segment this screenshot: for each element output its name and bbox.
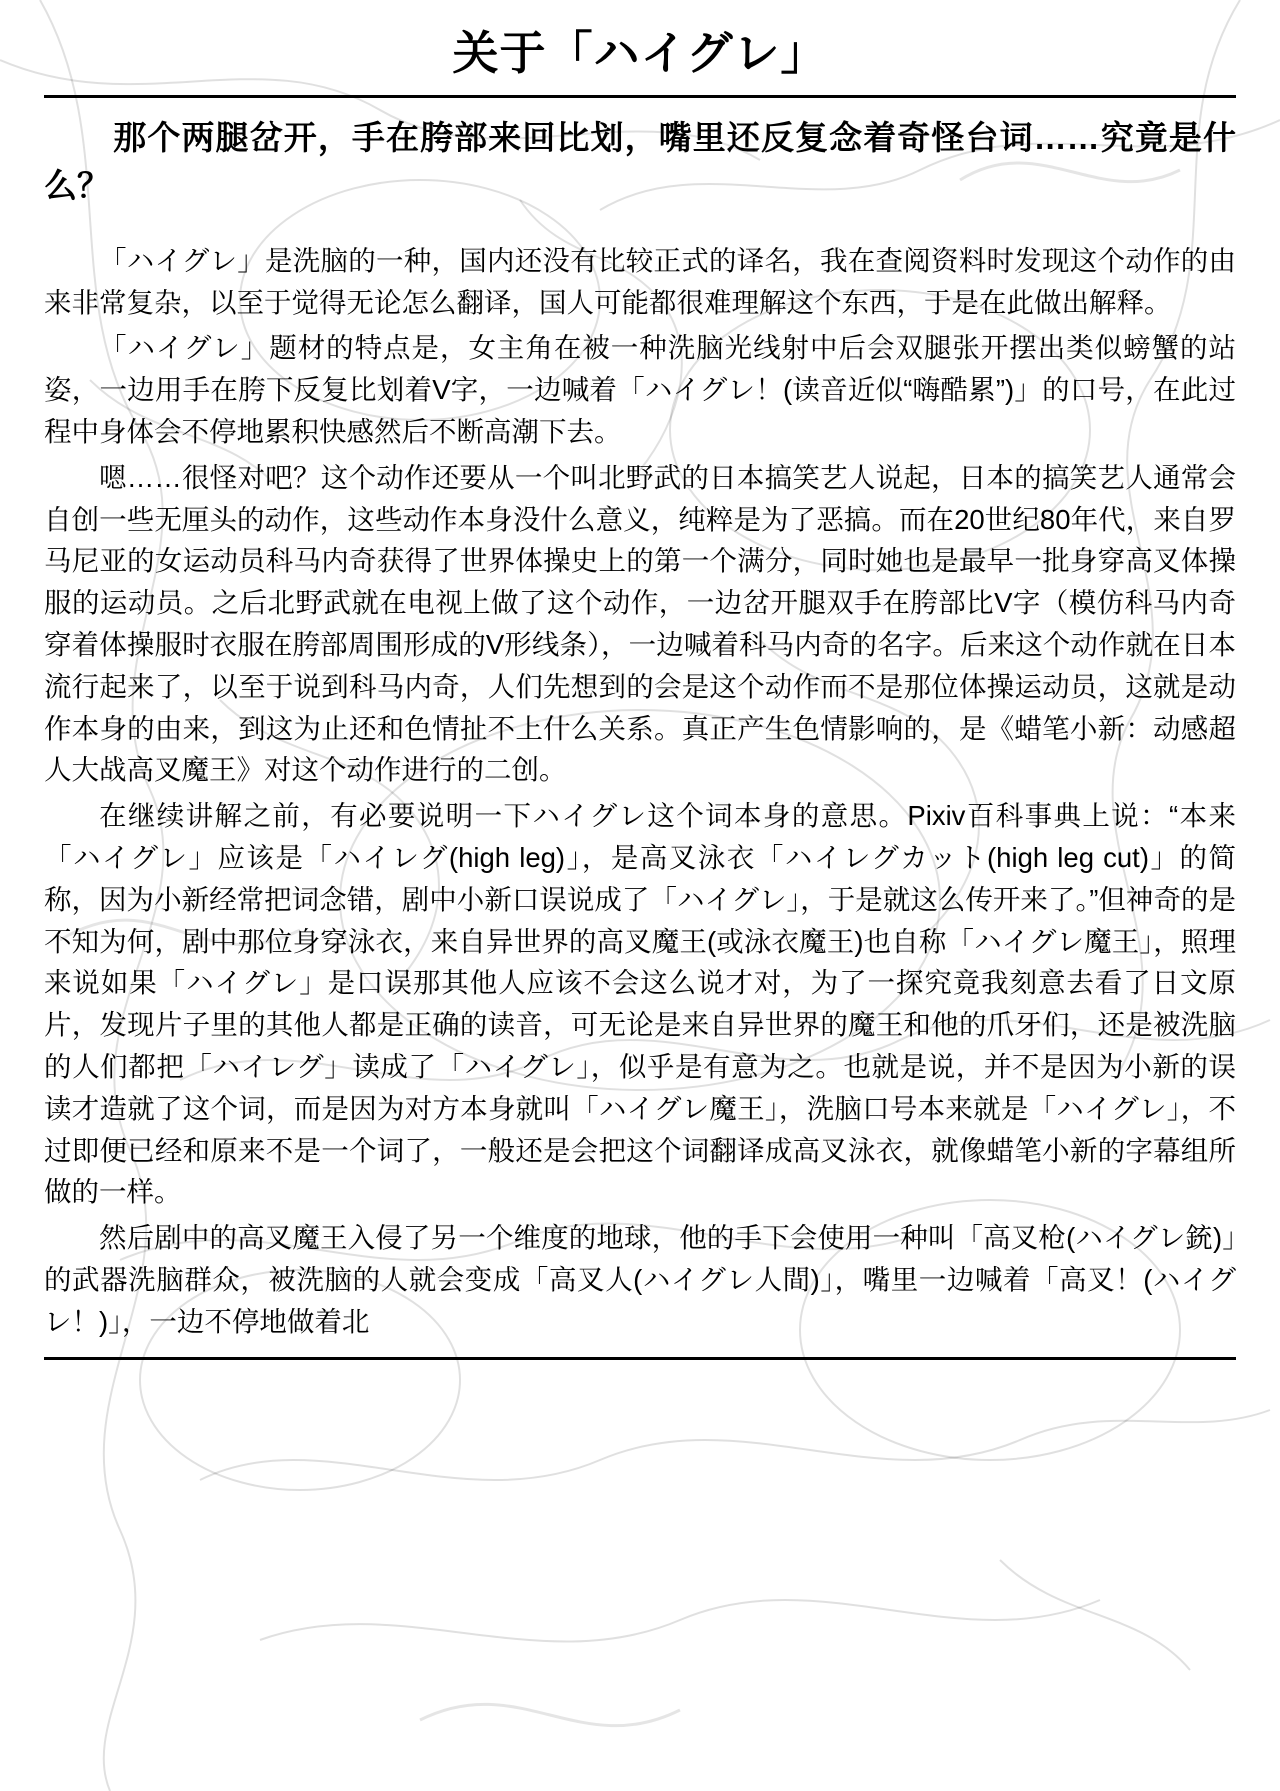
article-body: [44, 240, 1236, 1343]
footer-divider: [44, 1357, 1236, 1360]
page-subtitle: 那个两腿岔开，手在胯部来回比划，嘴里还反复念着奇怪台词……究竟是什么？: [44, 119, 1236, 205]
paragraph: 「ハイグレ」是洗脑的一种，国内还没有比较正式的译名，我在查阅资料时发现这个动作的由来非常复杂，以至于觉得无论怎么翻译，国人可能都很难理解这个东西，于是在此做出解释。: [44, 244, 1236, 318]
paragraph: 嗯……很怪对吧？这个动作还要从一个叫北野武的日本搞笑艺人说起，日本的搞笑艺人通常会自创一些无厘头的动作，这些动作本身没什么意义，纯粹是为了恶搞。而在20世纪80年代，来自罗马尼亚的女运动员科马内奇获得了世界体操史上的第一个满分，同时她也是最早一批身穿高叉体操服的运动员。之后北野武就在电视上做了这个动作，一边岔开腿双手在胯部比V字（模仿科马内奇穿着体操服时衣服在胯部周围形成的V形线条），一边喊着科马内奇的名字。后来这个动作就在日本流行起来了，以至于说到科马内奇，人们先想到的会是这个动作而不是那位体操运动员，这就是动作本身的由来，到这为止还和色情扯不上什么关系。真正产生色情影响的，是《蜡笔小新：动感超人大战高叉魔王》对这个动作进行的二创。: [44, 461, 1236, 786]
title-divider: [44, 95, 1236, 98]
paragraph: 在继续讲解之前，有必要说明一下ハイグレ这个词本身的意思。Pixiv百科事典上说：“本来「ハイグレ」应该是「ハイレグ(high leg)」，是高叉泳衣「ハイレグカット(high leg cut)」的简称，因为小新经常把词念错，剧中小新口误说成了「ハイグレ」，于是就这么传开来了。”但神奇的是不知为何，剧中那位身穿泳衣，来自异世界的高叉魔王(或泳衣魔王)也自称「ハイグレ魔王」，照理来说如果「ハイグレ」是口误那其他人应该不会这么说才对，为了一探究竟我刻意去看了日文原片，发现片子里的其他人都是正确的读音，可无论是来自异世界的魔王和他的爪牙们，还是被洗脑的人们都把「ハイレグ」读成了「ハイグレ」，似乎是有意为之。也就是说，并不是因为小新的误读才造就了这个词，而是因为对方本身就叫「ハイグレ魔王」，洗脑口号本来就是「ハイグレ」，不过即便已经和原来不是一个词了，一般还是会把这个词翻译成高叉泳衣，就像蜡笔小新的字幕组所做的一样。: [44, 800, 1236, 1208]
paragraph: 「ハイグレ」题材的特点是，女主角在被一种洗脑光线射中后会双腿张开摆出类似螃蟹的站姿，一边用手在胯下反复比划着V字，一边喊着「ハイグレ！(读音近似“嗨酷累”)」的口号，在此过程中身体会不停地累积快感然后不断高潮下去。: [44, 332, 1236, 448]
page-title: 关于「ハイグレ」: [452, 27, 828, 79]
paragraph: 然后剧中的高叉魔王入侵了另一个维度的地球，他的手下会使用一种叫「高叉枪(ハイグレ銃)」的武器洗脑群众，被洗脑的人就会变成「高叉人(ハイグレ人間)」，嘴里一边喊着「高叉！(ハイグレ！)」，一边不停地做着北: [44, 1222, 1236, 1337]
